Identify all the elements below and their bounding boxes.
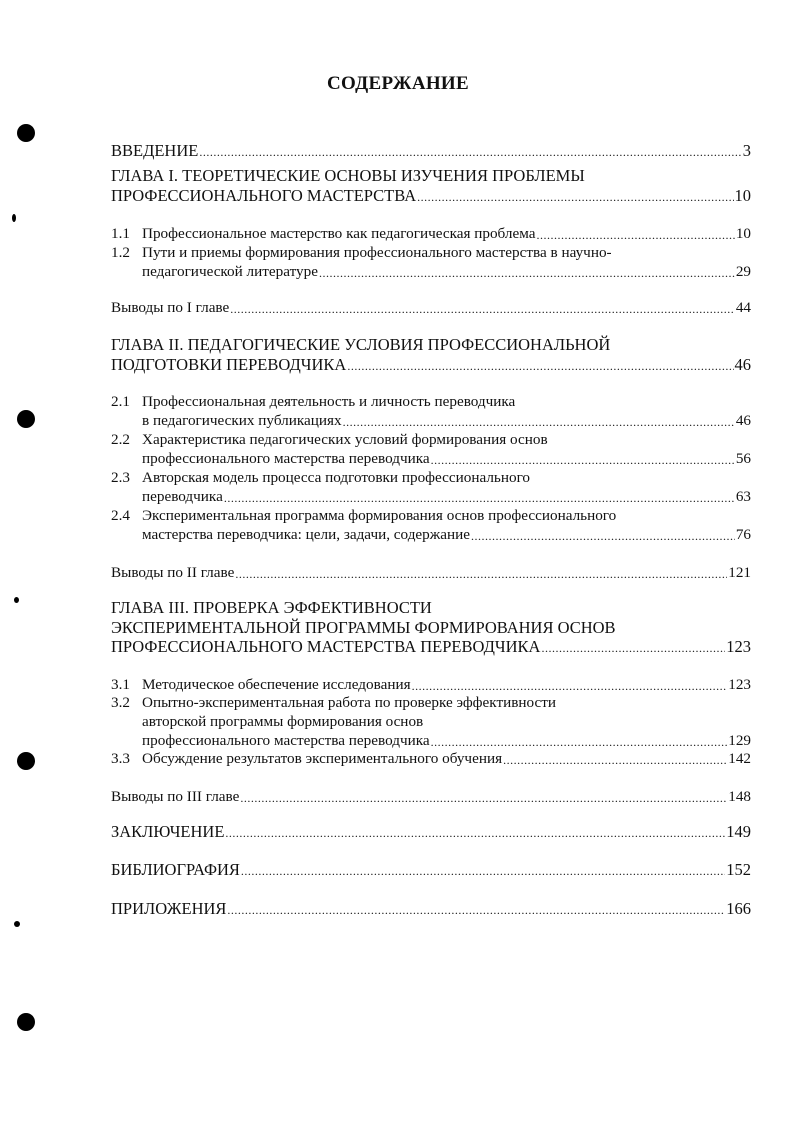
binder-hole [17,752,35,770]
toc-entry-section-3-1[interactable] [142,675,751,694]
toc-entry-label: мастерства переводчика: цели, задачи, содержание [142,526,470,543]
toc-entry-section-3-2[interactable] [142,731,751,750]
section-2-3-text: Авторская модель процесса подготовки профессионального [142,469,531,486]
toc-entry-conclusions-1[interactable] [111,298,751,317]
toc-entry-label: БИБЛИОГРАФИЯ [111,860,240,879]
dot-leader [230,302,735,317]
scan-speck [14,597,19,603]
toc-page-number: 148 [728,788,751,805]
toc-entry-label: Выводы по II главе [111,564,235,581]
toc-entry-conclusions-2[interactable] [111,563,751,582]
section-2-4-text: Экспериментальная программа формирования основ профессионального [142,507,617,524]
toc-entry-label: Профессиональное мастерство как педагогическая проблема [142,225,536,242]
toc-entry-section-2-4[interactable] [142,525,751,544]
toc-entry-section-1-1[interactable] [142,224,751,243]
chapter-3-title-line-2: ЭКСПЕРИМЕНТАЛЬНОЙ ПРОГРАММЫ ФОРМИРОВАНИЯ ОСНОВ [111,618,616,637]
toc-page-number: 129 [728,732,751,749]
toc-page-number: 149 [726,822,751,841]
dot-leader [224,491,735,506]
dot-leader [431,735,728,750]
section-2-1-text: Профессиональная деятельность и личность переводчика [142,393,516,410]
dot-leader [412,679,728,694]
dot-leader [347,359,733,374]
toc-page-number: 123 [726,637,751,656]
section-number: 3.2 [111,694,130,711]
dot-leader [343,415,735,430]
dot-leader [471,529,735,544]
section-number: 2.2 [111,431,130,448]
toc-entry-section-2-3[interactable] [142,487,751,506]
dot-leader [417,190,733,205]
dot-leader [199,145,741,160]
section-3-2-text-line-2: авторской программы формирования основ [142,713,424,730]
toc-entry-section-2-1[interactable] [142,411,751,430]
dot-leader [319,266,735,281]
section-1-2-text: Пути и приемы формирования профессионального мастерства в научно- [142,244,612,261]
toc-entry-label: Выводы по I главе [111,299,230,316]
section-number: 2.4 [111,507,130,524]
chapter-1-title: ГЛАВА I. ТЕОРЕТИЧЕСКИЕ ОСНОВЫ ИЗУЧЕНИЯ ПРОБЛЕМЫ [111,166,585,185]
dot-leader [241,864,725,879]
toc-entry-label: ПРОФЕССИОНАЛЬНОГО МАСТЕРСТВА [111,186,417,205]
toc-entry-section-1-2[interactable] [142,262,751,281]
toc-page-number: 142 [728,750,751,767]
toc-entry-bibliography[interactable] [111,860,751,879]
section-number: 2.1 [111,393,130,410]
toc-page-number: 166 [726,899,751,918]
section-number: 3.1 [111,676,130,693]
toc-entry-label: Выводы по III главе [111,788,240,805]
toc-page-number: 46 [734,355,751,374]
toc-page-number: 56 [735,450,751,467]
toc-entry-appendices[interactable] [111,899,751,918]
toc-entry-label: ВВЕДЕНИЕ [111,141,199,160]
toc-page-number: 121 [728,564,751,581]
binder-hole [17,410,35,428]
toc-entry-chapter-1[interactable] [111,186,751,205]
toc-entry-label: ПОДГОТОВКИ ПЕРЕВОДЧИКА [111,355,347,374]
dot-leader [503,753,727,768]
toc-entry-label: Методическое обеспечение исследования [142,676,411,693]
dot-leader [235,567,727,582]
toc-page-number: 123 [728,676,751,693]
toc-entry-label: в педагогических публикациях [142,412,342,429]
dot-leader [225,826,725,841]
toc-entry-label: ЗАКЛЮЧЕНИЕ [111,822,225,841]
toc-entry-label: профессионального мастерства переводчика [142,450,430,467]
toc-entry-section-3-3[interactable] [142,749,751,768]
section-number: 2.3 [111,469,130,486]
toc-entry-label: ПРИЛОЖЕНИЯ [111,899,227,918]
toc-entry-section-2-2[interactable] [142,449,751,468]
dot-leader [541,641,725,656]
toc-page-number: 29 [735,263,751,280]
toc-page-number: 152 [726,860,751,879]
toc-entry-label: переводчика [142,488,223,505]
toc-entry-label: профессионального мастерства переводчика [142,732,430,749]
toc-page-number: 46 [735,412,751,429]
chapter-2-title: ГЛАВА II. ПЕДАГОГИЧЕСКИЕ УСЛОВИЯ ПРОФЕССИОНАЛЬНОЙ [111,335,611,354]
page-title: СОДЕРЖАНИЕ [327,73,469,94]
chapter-3-title: ГЛАВА III. ПРОВЕРКА ЭФФЕКТИВНОСТИ [111,598,432,617]
binder-hole [17,124,35,142]
section-3-2-text: Опытно-экспериментальная работа по проверке эффективности [142,694,556,711]
section-number: 1.2 [111,244,130,261]
toc-entry-chapter-3[interactable] [111,637,751,656]
scan-speck [14,921,20,927]
toc-entry-label: педагогической литературе [142,263,318,280]
dot-leader [536,228,734,243]
scan-speck [12,214,16,222]
toc-page-number: 76 [735,526,751,543]
toc-page-number: 63 [735,488,751,505]
dot-leader [227,903,725,918]
toc-entry-label: ПРОФЕССИОНАЛЬНОГО МАСТЕРСТВА ПЕРЕВОДЧИКА [111,637,541,656]
toc-entry-intro[interactable] [111,141,751,160]
binder-hole [17,1013,35,1031]
section-2-2-text: Характеристика педагогических условий формирования основ [142,431,548,448]
toc-page-number: 3 [742,141,751,160]
toc-entry-conclusion[interactable] [111,822,751,841]
toc-entry-conclusions-3[interactable] [111,787,751,806]
section-number: 3.3 [111,750,130,767]
dot-leader [240,791,727,806]
toc-page-number: 44 [735,299,751,316]
toc-entry-label: Обсуждение результатов экспериментального обучения [142,750,503,767]
toc-entry-chapter-2[interactable] [111,355,751,374]
toc-page-number: 10 [735,225,751,242]
section-number: 1.1 [111,225,130,242]
toc-page-number: 10 [734,186,751,205]
dot-leader [431,453,735,468]
